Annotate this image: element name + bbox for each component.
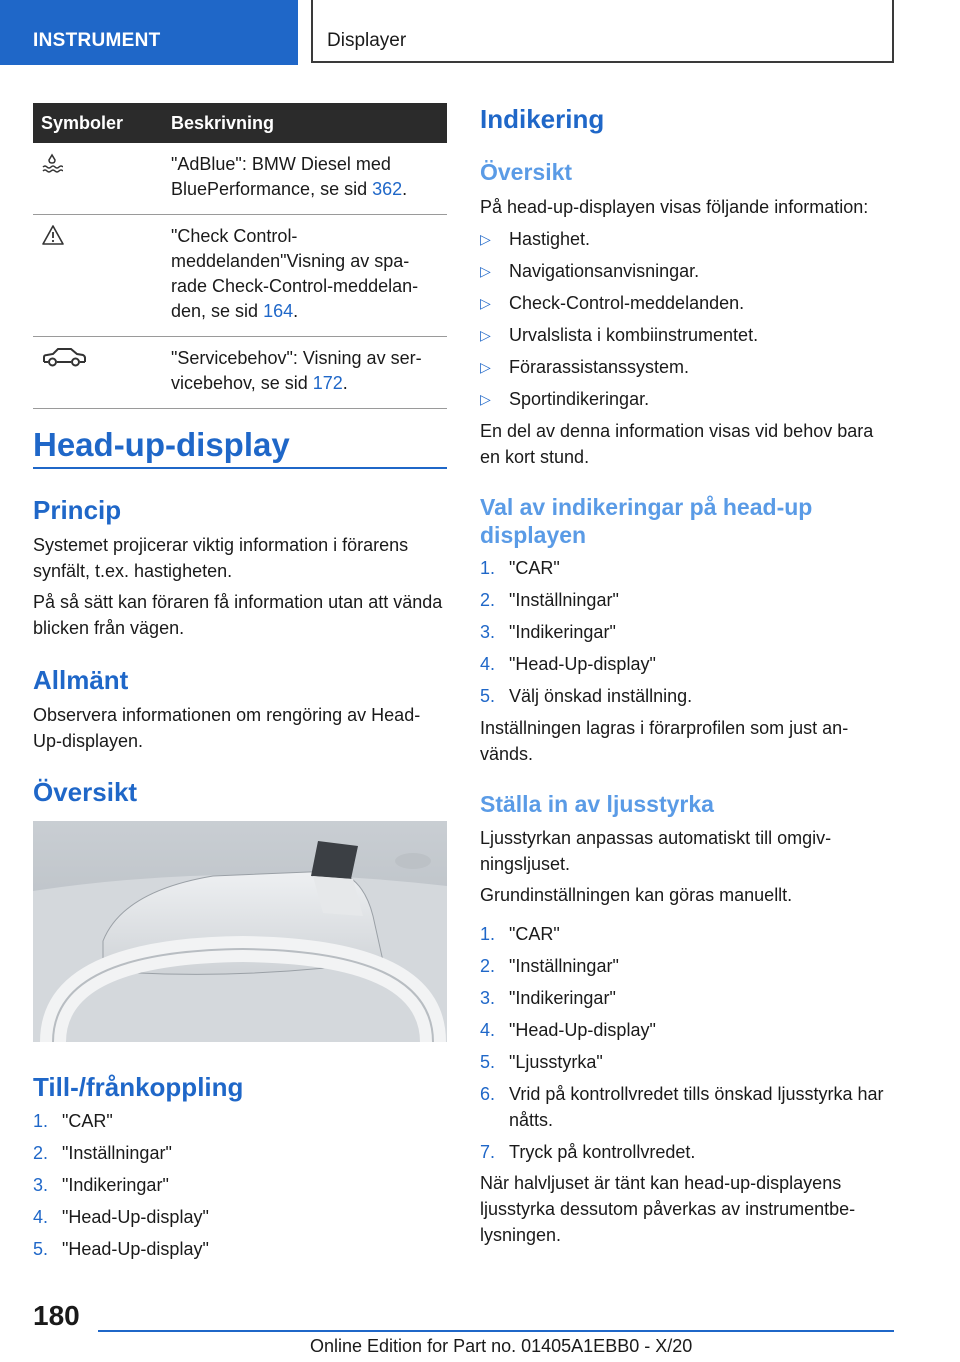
princip-paragraph-1: Systemet projicerar viktig information i förarens synfält, t.ex. hastigheten. [33,535,409,581]
step-text: "Ljusstyrka" [509,1052,603,1072]
val-steps [480,555,894,715]
warning-triangle-icon [41,224,65,246]
step-text: "Inställningar" [62,1143,172,1163]
section-heading: Head-up-display [33,426,290,463]
footer-rule [98,1330,894,1332]
oversikt-subheading: Översikt [480,159,573,185]
list-item: 1. "CAR" [480,924,560,944]
col-symbols-header: Symboler [33,103,171,143]
toggle-steps [33,1108,447,1268]
step-text: "Head-Up-display" [62,1239,209,1259]
list-item: 2. "Inställningar" [33,1143,172,1163]
list-item: 3. "Indikeringar" [33,1175,169,1195]
section-title: INSTRUMENT [33,30,161,51]
step-text: "CAR" [509,558,560,578]
bullet-text: Check-Control-meddelanden. [509,293,745,313]
list-item: 4. "Head-Up-display" [33,1207,209,1227]
table-row [33,143,447,215]
step-text: "CAR" [62,1111,113,1131]
bullet-text: Navigationsanvisningar. [509,261,700,281]
step-text: "Inställningar" [509,956,619,976]
col-description-header: Beskrivning [171,103,447,143]
adblue-icon [41,152,63,174]
toggle-heading: Till-/frånkoppling [33,1072,244,1102]
list-item: 2. "Inställningar" [480,956,619,976]
symbol-table [33,103,447,409]
table-row [33,337,447,409]
list-item: ▷ Urvalslista i kombiinstrumentet. [480,325,759,345]
row-text: "AdBlue": BMW Diesel med BluePerformance, se sid [171,154,391,199]
step-text: "Head-Up-display" [62,1207,209,1227]
step-text: "Indikeringar" [62,1175,169,1195]
ljus-paragraph-3: När halvljuset är tänt kan head-up-displayens ljusstyrka dessutom påverkas av instrumentbe-lysningen. [480,1173,856,1245]
row-text-end: . [293,301,299,321]
list-item: 5. Välj önskad inställning. [480,686,693,706]
car-service-icon [41,346,87,368]
chapter-header [311,0,894,63]
ljus-heading: Ställa in av ljusstyrka [480,791,714,817]
list-item: 7. Tryck på kontrollvredet. [480,1142,696,1162]
allmant-heading: Allmänt [33,665,129,695]
list-item: 5. "Ljusstyrka" [480,1052,603,1072]
list-item: 3. "Indikeringar" [480,988,616,1008]
oversikt-paragraph: På head-up-displayen visas följande information: [480,197,869,217]
heading-rule [33,467,447,469]
step-text: "Indikeringar" [509,988,616,1008]
table-row [33,215,447,337]
list-item: ▷ Navigationsanvisningar. [480,261,700,281]
ljus-steps [480,921,894,1171]
chapter-title: Displayer [327,30,407,51]
list-item: 4. "Head-Up-display" [480,654,656,674]
step-text: "Indikeringar" [509,622,616,642]
info-bullets [480,226,894,418]
row-text: "Servicebehov": Visning av ser-vicebehov, se sid [171,348,422,393]
page-link[interactable]: 362 [372,179,403,199]
row-text-end: . [342,373,348,393]
ljus-paragraph-1: Ljusstyrkan anpassas automatiskt till omgiv-ningsljuset. [480,828,832,874]
list-item: ▷ Förarassistanssystem. [480,357,690,377]
step-text: "Inställningar" [509,590,619,610]
list-item: 1. "CAR" [33,1111,113,1131]
list-item: ▷ Hastighet. [480,229,591,249]
indikering-heading: Indikering [480,104,605,134]
bullet-text: Sportindikeringar. [509,389,650,409]
row-text: "Check Control-meddelanden"Visning av spa-rade Check-Control-meddelan-den, se sid [171,226,419,321]
step-text: Välj önskad inställning. [509,686,693,706]
page-number: 180 [33,1300,80,1331]
step-text: Tryck på kontrollvredet. [509,1142,696,1162]
footer-edition: Online Edition for Part no. 01405A1EBB0 - X/20 [310,1336,693,1356]
oversikt-heading: Översikt [33,777,138,807]
chapter-tab [0,0,298,65]
head-up-display-photo [33,821,447,1042]
list-item: 5. "Head-Up-display" [33,1239,209,1259]
row-text-end: . [402,179,408,199]
list-item: ▷ Sportindikeringar. [480,389,650,409]
list-item: 4. "Head-Up-display" [480,1020,656,1040]
page-link[interactable]: 164 [263,301,294,321]
list-item: ▷ Check-Control-meddelanden. [480,293,745,313]
bullet-text: Urvalslista i kombiinstrumentet. [509,325,759,345]
list-item: 1. "CAR" [480,558,560,578]
step-text: "Head-Up-display" [509,1020,656,1040]
list-item: 3. "Indikeringar" [480,622,616,642]
val-paragraph: Inställningen lagras i förarprofilen som just an-vänds. [480,718,849,764]
princip-heading: Princip [33,495,122,525]
page-link[interactable]: 172 [312,373,343,393]
step-text: "CAR" [509,924,560,944]
list-item: 2. "Inställningar" [480,590,619,610]
bullet-text: Förarassistanssystem. [509,357,690,377]
val-heading: Val av indikeringar på head-up displayen [480,494,813,548]
allmant-paragraph: Observera informationen om rengöring av Head-Up-displayen. [33,705,421,751]
princip-paragraph-2: På så sätt kan föraren få information utan att vända blicken från vägen. [33,592,443,638]
ljus-paragraph-2: Grundinställningen kan göras manuellt. [480,885,793,905]
list-item: 6. Vrid på kontrollvredet tills önskad ljusstyrka har nåtts. [480,1084,884,1130]
oversikt-paragraph-2: En del av denna information visas vid behov bara en kort stund. [480,421,874,467]
step-text: Vrid på kontrollvredet tills önskad ljusstyrka har nåtts. [509,1084,884,1130]
bullet-text: Hastighet. [509,229,591,249]
step-text: "Head-Up-display" [509,654,656,674]
